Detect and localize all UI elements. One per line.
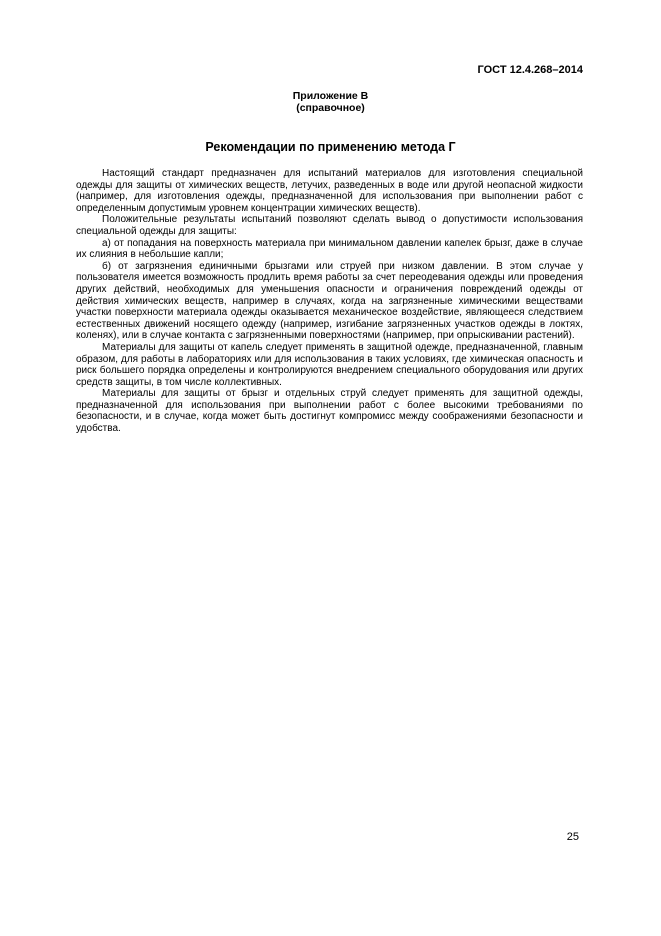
section-title: Рекомендации по применению метода Г <box>205 140 456 154</box>
paragraph: Материалы для защиты от брызг и отдельных струй следует применять для защитной одежды, предназначенной для использования при выполнении работ с более высокими требованиями по безопасности, и в случае, когда может быть достигнут компромисс между соображениями безопасности и удобства. <box>76 388 583 435</box>
paragraph: Материалы для защиты от капель следует применять в защитной одежде, предназначенной, главным образом, для работы в лабораториях или для использования в таких условиях, где химическая опасность и риск большего порядка определены и контролируются внедрением специального оборудования или других средств защиты, в том числе коллективных. <box>76 341 583 388</box>
annex-subtitle: (справочное) <box>296 102 365 114</box>
annex-title: Приложение В <box>292 90 369 102</box>
paragraph: Положительные результаты испытаний позволяют сделать вывод о допустимости использования специальной одежды для защиты: <box>76 214 583 237</box>
list-item: б) от загрязнения единичными брызгами или струей при низком давлении. В этом случае у пользователя имеется возможность продлить время работы за счет переодевания одежды или проведения других действий, необходимых для уменьшения опасности и ограничения повреждений одежды от действия химических веществ, например в случаях, когда на загрязненные химическими веществами участки поверхности материала одежды оказывается механическое воздействие, являющееся следствием естественных движений носящего одежду (например, изгибание загрязненных участков одежды в локтях, коленях), или в случае контакта с загрязненными поверхностями (например, при опрыскивании растений). <box>76 260 583 342</box>
document-body <box>76 168 583 435</box>
paragraph: Настоящий стандарт предназначен для испытаний материалов для изготовления специальной одежды для защиты от химических веществ, летучих, разведенных в воде или другой неопасной жидкости (например, для изготовления одежды, предназначенной для использования при выполнении работ с определенным допустимым уровнем концентрации химических веществ). <box>76 168 583 214</box>
list-item: а) от попадания на поверхность материала при минимальном давлении капелек брызг, даже в случае их слияния в небольшие капли; <box>76 237 583 261</box>
standard-code: ГОСТ 12.4.268–2014 <box>477 64 583 76</box>
page-number: 25 <box>566 831 579 843</box>
annex-heading <box>0 90 661 114</box>
